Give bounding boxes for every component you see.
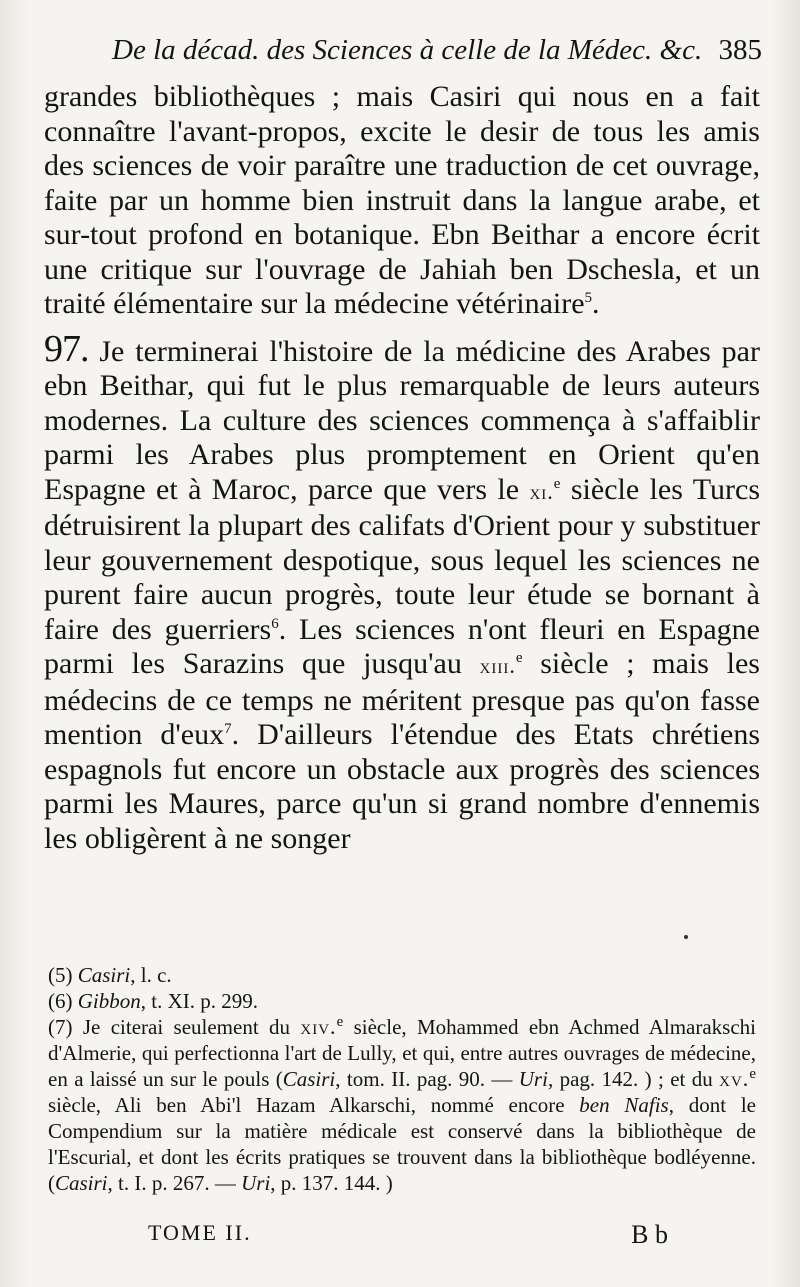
volume-label: TOME II. <box>148 1220 252 1245</box>
footnote-7-text-g: , t. I. p. 267. — <box>107 1171 242 1195</box>
footnote-7-number: (7) <box>48 1015 73 1039</box>
footnote-5-ref: , l. c. <box>130 963 172 987</box>
paragraph-1-end: . <box>592 287 600 320</box>
century-xiv-suffix: e <box>336 1014 344 1030</box>
footnote-5-author: Casiri <box>77 963 131 987</box>
footnote-6-author: Gibbon <box>77 989 141 1013</box>
footnote-6 <box>48 988 756 1014</box>
footnote-5 <box>48 962 756 988</box>
footnote-7-cite-casiri-2: Casiri <box>55 1171 108 1195</box>
footnote-7-text-d: , pag. 142. ) ; et du <box>547 1067 720 1091</box>
paragraph-97-text-a: Je terminerai l'histoire de la médicine des Arabes par ebn Beithar, qui fut le plus remarquable de leurs auteurs modernes. La culture des sciences commença à s'affaiblir parmi les Arabes plus promptement en Orient qu'en Espagne et à Maroc, parce que vers le <box>44 334 760 506</box>
note-ref-6: 6 <box>271 615 279 632</box>
century-xv-suffix: e <box>749 1066 756 1082</box>
footnote-7-text-e: siècle, Ali ben Abi'l Hazam Alkarschi, nommé encore <box>48 1093 580 1117</box>
paragraph-97-text-c: . Les sciences n'ont fleuri en Espagne parmi les Sarazins que jusqu'au <box>44 612 760 680</box>
paragraph-97 <box>44 327 760 857</box>
footnote-5-number: (5) <box>48 963 73 987</box>
paragraph-97-text-b: siècle les Turcs détruisirent la plupart des califats d'Orient pour y substituer leur gouvernement despotique, sous lequel les sciences ne purent faire aucun progrès, toute leur étude se bornant à faire des guerriers <box>44 472 760 646</box>
century-xiii: xiii. <box>479 653 516 678</box>
signature-mark: B b <box>631 1220 668 1249</box>
page-number: 385 <box>718 34 762 66</box>
footnote-7-text-a: Je citerai seulement du <box>72 1015 301 1039</box>
page-header <box>112 34 762 78</box>
note-ref-7: 7 <box>224 721 232 737</box>
running-title: De la décad. des Sciences à celle de la Médec. &c. <box>112 34 703 66</box>
century-xiii-suffix: e <box>515 650 523 666</box>
body-text <box>44 80 760 856</box>
page-footer <box>148 1220 668 1254</box>
footnote-7-text-c: , tom. II. pag. 90. — <box>335 1067 519 1091</box>
footnote-7-cite-uri-2: Uri <box>241 1171 271 1195</box>
paragraph-1-text: grandes bibliothèques ; mais Casiri qui nous en a fait connaître l'avant-propos, excite le desir de tous les amis des sciences de voir paraître une traduction de cet ouvrage, faite par un homme bien instruit dans la langue arabe, et sur-tout profond en botanique. Ebn Beithar a encore écrit une critique sur l'ouvrage de Jahiah ben Dschesla, et un traité élémentaire sur la médecine vétérinaire <box>44 80 760 320</box>
note-ref-5: 5 <box>584 290 593 306</box>
paragraph-number: 97. <box>44 327 89 370</box>
century-xi: xi. <box>529 478 554 504</box>
footnote-6-number: (6) <box>48 989 73 1013</box>
paragraph-97-text-d: siècle ; mais les médecins de ce temps ne méritent presque pas qu'on fasse mention d'eux <box>44 647 760 751</box>
footnote-7 <box>48 1014 756 1196</box>
footnote-7-text-f: , dont le Compendium sur la matière médicale est conservé dans la bibliothèque de l'Escurial, et dont les écrits pratiques se trouvent dans la bibliothèque bodléyenne. ( <box>48 1093 756 1195</box>
footnote-6-ref: , t. XI. p. 299. <box>140 989 258 1013</box>
paragraph-97-text-e: . D'ailleurs l'étendue des Etats chrétiens espagnols fut encore un obstacle aux progrès des sciences parmi les Maures, parce qu'un si grand nombre d'ennemis les obligèrent à ne songer <box>44 718 760 855</box>
footnotes <box>48 962 756 1196</box>
paragraph-1 <box>44 80 760 322</box>
catchword-dot <box>684 935 688 939</box>
footnote-7-text-h: , p. 137. 144. ) <box>270 1171 393 1195</box>
century-xiv: xiv. <box>300 1014 337 1039</box>
footnote-7-cite-uri: Uri <box>518 1067 548 1091</box>
footnote-7-ben-nafis: ben Nafis <box>579 1093 669 1117</box>
century-xv: xv. <box>719 1066 750 1091</box>
footnote-7-cite-casiri: Casiri <box>282 1067 336 1091</box>
footnote-7-text-b: siècle, Mohammed ebn Achmed Almarakschi d'Almerie, qui perfectionna l'art de Lully, et qui, entre autres ouvrages de médecine, en a laissé un sur le pouls ( <box>48 1015 757 1091</box>
century-xi-suffix: e <box>553 475 561 492</box>
